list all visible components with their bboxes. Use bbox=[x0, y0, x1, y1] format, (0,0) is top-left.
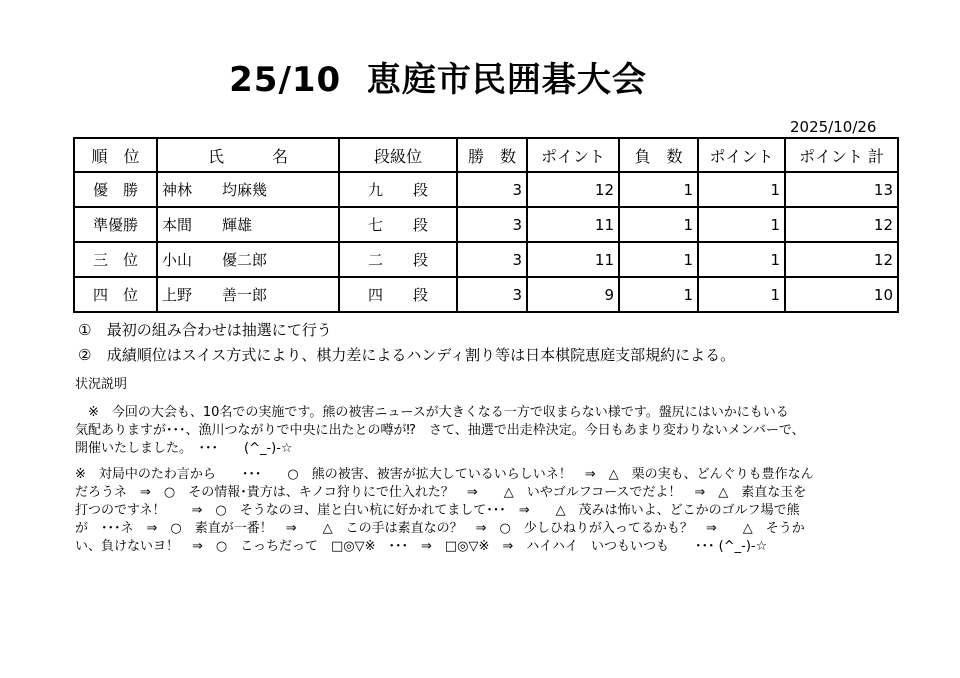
cell-grade: 四 段 bbox=[339, 277, 457, 312]
cell-total: 12 bbox=[785, 207, 898, 242]
note-marker: ① bbox=[78, 321, 92, 339]
table-row bbox=[74, 277, 898, 312]
header-name: 氏 名 bbox=[157, 138, 339, 172]
event-date: 2025/10/26 bbox=[790, 118, 877, 136]
header-win-points: ポイント bbox=[527, 138, 619, 172]
situation-heading: 状況説明 bbox=[75, 377, 128, 392]
header-wins: 勝 数 bbox=[457, 138, 527, 172]
cell-losses: 1 bbox=[619, 207, 698, 242]
page-title: 25/10 恵庭市民囲碁大会 bbox=[229, 60, 647, 100]
cell-wins: 3 bbox=[457, 207, 527, 242]
cell-win-points: 9 bbox=[527, 277, 619, 312]
table-header-row bbox=[74, 138, 898, 172]
cell-wins: 3 bbox=[457, 242, 527, 277]
cell-grade: 九 段 bbox=[339, 172, 457, 207]
situation-paragraph bbox=[75, 404, 905, 458]
cell-losses: 1 bbox=[619, 242, 698, 277]
cell-loss-points: 1 bbox=[698, 172, 785, 207]
cell-loss-points: 1 bbox=[698, 242, 785, 277]
cell-name: 上野 善一郎 bbox=[157, 277, 339, 312]
header-total-points: ポイント 計 bbox=[785, 138, 898, 172]
table-row bbox=[74, 207, 898, 242]
cell-name: 小山 優二郎 bbox=[157, 242, 339, 277]
cell-name: 神林 均麻幾 bbox=[157, 172, 339, 207]
paragraph-line: 気配ありますが･･･、漁川つながりで中央に出たとの噂が⁉ さて、抽選で出走枠決定。今日もあまり変わりないメンバーで、 bbox=[75, 423, 805, 438]
note-text: 最初の組み合わせは抽選にて行う bbox=[106, 321, 332, 339]
note-item bbox=[78, 318, 735, 343]
cell-rank: 優 勝 bbox=[74, 172, 157, 207]
header-grade: 段級位 bbox=[339, 138, 457, 172]
cell-total: 12 bbox=[785, 242, 898, 277]
cell-grade: 二 段 bbox=[339, 242, 457, 277]
table-row bbox=[74, 242, 898, 277]
banter-paragraph bbox=[75, 466, 905, 556]
paragraph-line: ※ 今回の大会も、10名での実施です。熊の被害ニュースが大きくなる一方で収まらない様です。盤尻にはいかにもいる bbox=[75, 405, 789, 420]
cell-total: 13 bbox=[785, 172, 898, 207]
note-item bbox=[78, 343, 735, 368]
note-text: 成績順位はスイス方式により、棋力差によるハンディ割り等は日本棋院恵庭支部規約による。 bbox=[106, 346, 736, 364]
cell-losses: 1 bbox=[619, 277, 698, 312]
results-table bbox=[73, 137, 899, 313]
cell-losses: 1 bbox=[619, 172, 698, 207]
cell-rank: 三 位 bbox=[74, 242, 157, 277]
paragraph-line: 打つのですネ！ ⇒ ○ そうなのヨ、崖と白い杭に好かれてまして･･･ ⇒ △ 茂みは怖いよ、どこかのゴルフ場で熊 bbox=[75, 503, 800, 518]
cell-rank: 四 位 bbox=[74, 277, 157, 312]
cell-wins: 3 bbox=[457, 172, 527, 207]
cell-win-points: 11 bbox=[527, 242, 619, 277]
note-marker: ② bbox=[78, 346, 92, 364]
cell-loss-points: 1 bbox=[698, 207, 785, 242]
cell-grade: 七 段 bbox=[339, 207, 457, 242]
paragraph-line: が ･･･ネ ⇒ ○ 素直が一番！ ⇒ △ この手は素直なの？ ⇒ ○ 少しひねりが入ってるかも？ ⇒ △ そうか bbox=[75, 521, 805, 536]
cell-rank: 準優勝 bbox=[74, 207, 157, 242]
cell-win-points: 12 bbox=[527, 172, 619, 207]
cell-win-points: 11 bbox=[527, 207, 619, 242]
paragraph-line: 開催いたしました。 ･･･ (^_-)-☆ bbox=[75, 441, 293, 456]
paragraph-line: い、負けないヨ！ ⇒ ○ こっちだって □◎▽※ ･･･ ⇒ □◎▽※ ⇒ ハイハイ いつもいつも ･･･ (^_-)-☆ bbox=[75, 539, 768, 554]
rules-notes bbox=[78, 318, 735, 368]
paragraph-line: だろうネ ⇒ ○ その情報･貴方は、キノコ狩りにで仕入れた？ ⇒ △ いやゴルフコースでだよ！ ⇒ △ 素直な玉を bbox=[75, 485, 807, 500]
header-rank: 順 位 bbox=[74, 138, 157, 172]
paragraph-line: ※ 対局中のたわ言から ･･･ ○ 熊の被害、被害が拡大しているいらしいネ！ ⇒ △ 栗の実も、どんぐりも豊作なん bbox=[75, 467, 814, 482]
header-losses: 負 数 bbox=[619, 138, 698, 172]
cell-wins: 3 bbox=[457, 277, 527, 312]
cell-name: 本間 輝雄 bbox=[157, 207, 339, 242]
cell-loss-points: 1 bbox=[698, 277, 785, 312]
cell-total: 10 bbox=[785, 277, 898, 312]
header-loss-points: ポイント bbox=[698, 138, 785, 172]
table-row bbox=[74, 172, 898, 207]
